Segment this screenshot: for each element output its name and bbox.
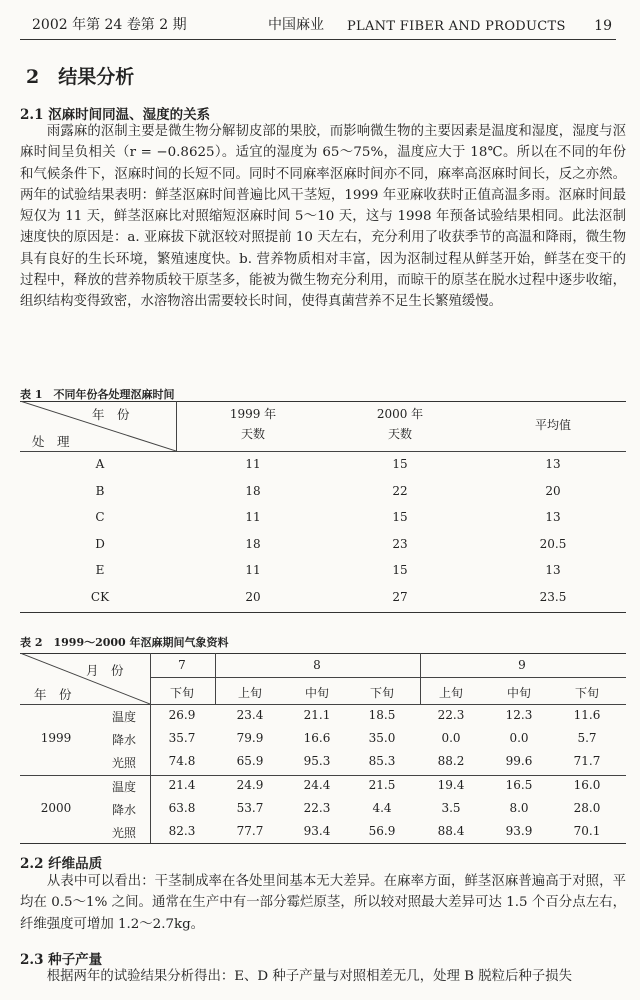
- table-cell: 21.5: [368, 778, 396, 792]
- table-cell: 16.6: [303, 731, 331, 745]
- table-cell: 23.5: [539, 590, 567, 604]
- table-cell: 18.5: [368, 708, 396, 722]
- page-number: 19: [594, 18, 612, 34]
- month-header: 8: [313, 658, 321, 672]
- month-header: 9: [518, 658, 526, 672]
- column-header: 平均值: [534, 418, 572, 432]
- row-label: 光照: [111, 826, 137, 840]
- table-cell: 26.9: [168, 708, 196, 722]
- table-rule: [420, 653, 421, 704]
- period-header: 下旬: [574, 686, 600, 700]
- period-header: 上旬: [438, 686, 464, 700]
- table-cell: 11: [245, 510, 261, 525]
- table-rule: [20, 704, 626, 705]
- table-corner-top: 年 份: [92, 407, 130, 422]
- section-title: 2 结果分析: [26, 66, 135, 88]
- table-cell: 82.3: [168, 824, 196, 838]
- table-cell: 8.0: [509, 801, 529, 815]
- subsection-title: 2.3 种子产量: [20, 952, 103, 968]
- table-cell: 56.9: [368, 824, 396, 838]
- table-cell: 22: [392, 483, 408, 498]
- table-cell: 22.3: [303, 801, 331, 815]
- row-label: E: [95, 563, 105, 578]
- table-corner-bottom: 年 份: [34, 687, 72, 702]
- table-cell: 88.4: [437, 824, 465, 838]
- table-cell: 24.4: [303, 778, 331, 792]
- table-cell: 79.9: [236, 731, 264, 745]
- table-rule: [150, 653, 151, 843]
- table-cell: 12.3: [505, 708, 533, 722]
- column-header: 天数: [240, 427, 266, 441]
- table-cell: 18: [245, 536, 261, 551]
- table-rule: [20, 775, 626, 776]
- table-cell: 18: [245, 483, 261, 498]
- table-cell: 3.5: [441, 801, 461, 815]
- year-label: 2000: [40, 801, 72, 815]
- period-header: 中旬: [304, 686, 330, 700]
- header-issue: 2002 年第 24 卷第 2 期: [32, 17, 187, 33]
- row-label: C: [95, 510, 105, 525]
- table-caption: 表 1 不同年份各处理沤麻时间: [20, 388, 175, 401]
- row-label: 降水: [111, 733, 137, 747]
- paragraph: 根据两年的试验结果分析得出：E、D 种子产量与对照相差无几，处理 B 脱粒后种子损失: [20, 969, 572, 984]
- row-label: 降水: [111, 803, 137, 817]
- table-cell: 20: [545, 483, 561, 498]
- table-cell: 88.2: [437, 754, 465, 768]
- table-cell: 20.5: [539, 536, 567, 551]
- table-cell: 0.0: [509, 731, 529, 745]
- running-header: [20, 10, 616, 40]
- row-label: B: [95, 483, 105, 498]
- table-rule: [20, 451, 626, 452]
- table-cell: 74.8: [168, 754, 196, 768]
- paragraph: 从表中可以看出：干茎制成率在各处里间基本无大差异。在麻率方面，鲜茎沤麻普遍高于对照，平均在 0.5～1% 之间。通常在生产中有一部分霉烂原茎，所以较对照最大差异可达 1.5 个百分点左右，纤维强度可增加 1.2～2.7kg。: [20, 874, 626, 932]
- table-cell: 4.4: [372, 801, 392, 815]
- table-cell: 35.0: [368, 731, 396, 745]
- table-cell: 23.4: [236, 708, 264, 722]
- row-label: 光照: [111, 756, 137, 770]
- table-rule: [150, 677, 626, 678]
- table-corner-top: 月 份: [86, 663, 124, 678]
- table-cell: 35.7: [168, 731, 196, 745]
- paragraph: 雨露麻的沤制主要是微生物分解韧皮部的果胶，而影响微生物的主要因素是温度和湿度，湿度与沤麻时间呈负相关（r = −0.8625）。适宜的湿度为 65～75%，温度应大于 18℃。所以在不同的年份和气候条件下，沤麻时间的长短不同。同时不同麻率沤麻时间亦不同，麻率高沤麻时间长，反之亦然。两年的试验结果表明：鲜茎沤麻时间普遍比风干茎短，1999 年亚麻收获时正值高温多雨。沤麻时间最短仅为 11 天，鲜茎沤麻比对照缩短沤麻时间 5～10 天，这与 1998 年预备试验结果相同。此法沤制速度快的原因是：a. 亚麻拔下就沤较对照提前 10 天左右，充分利用了收获季节的高温和降雨，微生物具有良好的生长环境，繁殖速度快。b. 营养物质相对丰富，因为沤制过程从鲜茎开始，鲜茎在变干的过程中，释放的营养物质较干原茎多，能被为微生物充分利用，而晾干的原茎在脱水过程中逐步收缩，组织结构变得致密，水溶物溶出需要较长时间，使得真菌营养不足生长繁殖缓慢。: [20, 124, 626, 310]
- row-label: 温度: [111, 710, 137, 724]
- year-label: 1999: [40, 731, 72, 745]
- table-cell: 23: [392, 536, 408, 551]
- table-cell: 13: [545, 563, 561, 578]
- subsection-title: 2.1 沤麻时间同温、湿度的关系: [20, 107, 211, 123]
- table-cell: 70.1: [573, 824, 601, 838]
- table-cell: 93.9: [505, 824, 533, 838]
- row-label: A: [95, 457, 105, 471]
- table-cell: 63.8: [168, 801, 196, 815]
- table-cell: 24.9: [236, 778, 264, 792]
- period-header: 中旬: [506, 686, 532, 700]
- table-cell: 93.4: [303, 824, 331, 838]
- period-header: 下旬: [169, 686, 195, 700]
- row-label: CK: [90, 590, 110, 604]
- column-header: 2000 年: [376, 407, 424, 421]
- table-cell: 11: [245, 563, 261, 578]
- table-cell: 20: [245, 590, 261, 604]
- table-cell: 19.4: [437, 778, 465, 792]
- row-label: D: [95, 536, 105, 551]
- table-cell: 16.0: [573, 778, 601, 792]
- table-cell: 0.0: [441, 731, 461, 745]
- table-cell: 21.1: [303, 708, 331, 722]
- table-cell: 95.3: [303, 754, 331, 768]
- table-cell: 65.9: [236, 754, 264, 768]
- table-cell: 15: [392, 457, 408, 471]
- table-cell: 27: [392, 590, 408, 604]
- table-cell: 13: [545, 457, 561, 471]
- table-cell: 16.5: [505, 778, 533, 792]
- table-cell: 11.6: [573, 708, 601, 722]
- period-header: 上旬: [237, 686, 263, 700]
- column-header: 1999 年: [229, 407, 277, 421]
- table-rule: [215, 653, 216, 704]
- table-cell: 5.7: [577, 731, 597, 745]
- table-rule: [176, 401, 177, 451]
- period-header: 下旬: [369, 686, 395, 700]
- table-cell: 28.0: [573, 801, 601, 815]
- table-cell: 53.7: [236, 801, 264, 815]
- header-journal: 中国麻业: [268, 17, 324, 33]
- table-cell: 71.7: [573, 754, 601, 768]
- table-caption: 表 2 1999～2000 年沤麻期间气象资料: [20, 636, 229, 649]
- table-cell: 21.4: [168, 778, 196, 792]
- table-rule: [20, 612, 626, 613]
- table-cell: 13: [545, 510, 561, 525]
- table-cell: 99.6: [505, 754, 533, 768]
- table-cell: 77.7: [236, 824, 264, 838]
- subsection-title: 2.2 纤维品质: [20, 856, 103, 872]
- table-cell: 22.3: [437, 708, 465, 722]
- table-rule: [20, 843, 626, 844]
- column-header: 天数: [387, 427, 413, 441]
- table-cell: 85.3: [368, 754, 396, 768]
- table-cell: 11: [245, 457, 261, 471]
- header-journal-en: PLANT FIBER AND PRODUCTS: [347, 19, 566, 34]
- row-label: 温度: [111, 780, 137, 794]
- table-cell: 15: [392, 510, 408, 525]
- table-cell: 15: [392, 563, 408, 578]
- table-corner-bottom: 处 理: [32, 434, 70, 449]
- month-header: 7: [178, 658, 186, 672]
